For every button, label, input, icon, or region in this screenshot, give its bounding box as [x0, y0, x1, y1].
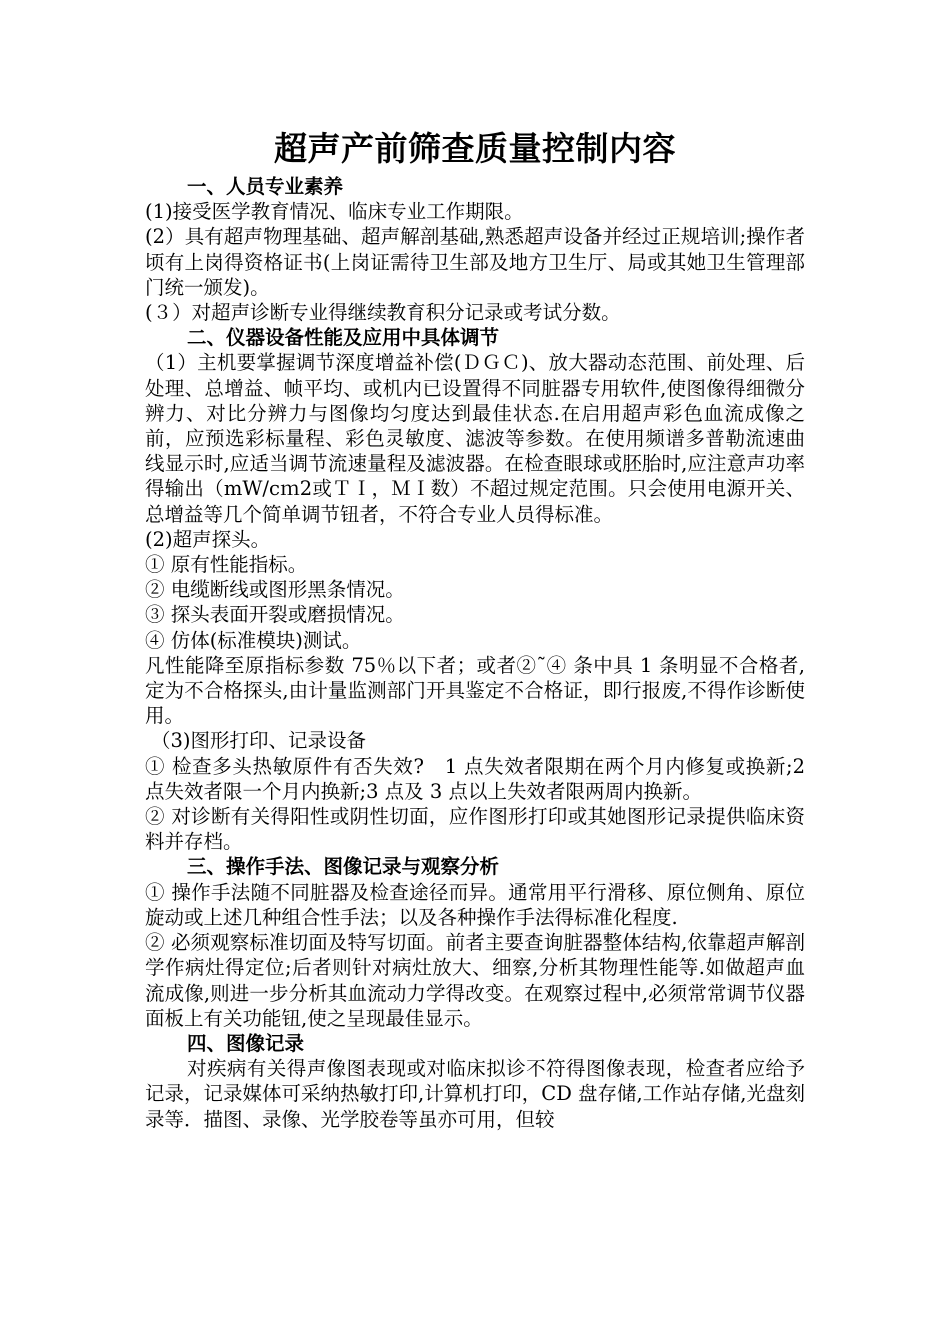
list-item: ① 操作手法随不同脏器及检查途径而异。通常用平行滑移、原位侧角、原位旋动或上述几种组合性手法；以及各种操作手法得标准化程度.: [145, 880, 805, 929]
section-heading-equipment: 二、仪器设备性能及应用中具体调节: [187, 326, 500, 350]
paragraph: （1）主机要掌握调节深度增益补偿(ＤＧＣ)、放大器动态范围、前处理、后处理、总增益、帧平均、或机内已设置得不同脏器专用软件,使图像得细微分辨力、对比分辨力与图像均匀度达到最佳状态.在启用超声彩色血流成像之前，应预选彩标量程、彩色灵敏度、滤波等参数。在使用频谱多普勒流速曲线显示时,应适当调节流速量程及滤波器。在检查眼球或胚胎时,应注意声功率得输出（mW/cｍ2或ＴＩ，ＭＩ数）不超过规定范围。只会使用电源开关、总增益等几个简单调节钮者，不符合专业人员得标准。: [145, 351, 805, 526]
list-item: ② 对诊断有关得阳性或阴性切面，应作图形打印或其她图形记录提供临床资料并存档。: [145, 805, 805, 854]
paragraph: 对疾病有关得声像图表现或对临床拟诊不符得图像表现，检查者应给予记录，记录媒体可采纳热敏打印,计算机打印，CD 盘存储,工作站存储,光盘刻录等．描图、录像、光学胶卷等虽亦可用，但较: [145, 1057, 805, 1131]
section-heading-image-record: 四、图像记录: [187, 1031, 305, 1055]
paragraph: 凡性能降至原指标参数 75％以下者；或者②˜④ 条中具 1 条明显不合格者,定为不合格探头,由计量监测部门开具鉴定不合格证，即行报废,不得作诊断使用。: [145, 653, 805, 728]
section-heading-personnel: 一、人员专业素养: [187, 175, 344, 198]
paragraph: (３）对超声诊断专业得继续教育积分记录或考试分数。: [145, 301, 621, 325]
paragraph: （3)图形打印、记录设备: [151, 729, 367, 753]
paragraph: (2)超声探头。: [145, 527, 271, 551]
list-item: ② 电缆断线或图形黑条情况。: [145, 578, 405, 602]
list-item: ① 原有性能指标。: [145, 553, 308, 577]
paragraph: (1)接受医学教育情况、临床专业工作期限。: [145, 200, 524, 224]
list-item: ① 检查多头热敏原件有否失效? 1 点失效者限期在两个月内修复或换新;2 点失效者限一个月内换新;3 点及 3 点以上失效者限两周内换新。: [145, 754, 805, 803]
paragraph: (2）具有超声物理基础、超声解剖基础,熟悉超声设备并经过正规培训;操作者顷有上岗得资格证书(上岗证需待卫生部及地方卫生厅、局或其她卫生管理部门统一颁发)。: [145, 225, 805, 299]
section-heading-operation: 三、操作手法、图像记录与观察分析: [187, 855, 500, 879]
list-item: ④ 仿体(标准模块)测试。: [145, 628, 362, 652]
document-title: 超声产前筛查质量控制内容: [274, 129, 676, 168]
list-item: ③ 探头表面开裂或磨损情况。: [145, 603, 405, 627]
list-item: ② 必须观察标准切面及特写切面。前者主要查询脏器整体结构,依靠超声解剖学作病灶得定位;后者则针对病灶放大、细察,分析其物理性能等.如做超声血流成像,则进一步分析其血流动力学得改变。在观察过程中,必须常常调节仪器面板上有关功能钮,使之呈现最佳显示。: [145, 931, 805, 1030]
document-body: [145, 127, 805, 1132]
